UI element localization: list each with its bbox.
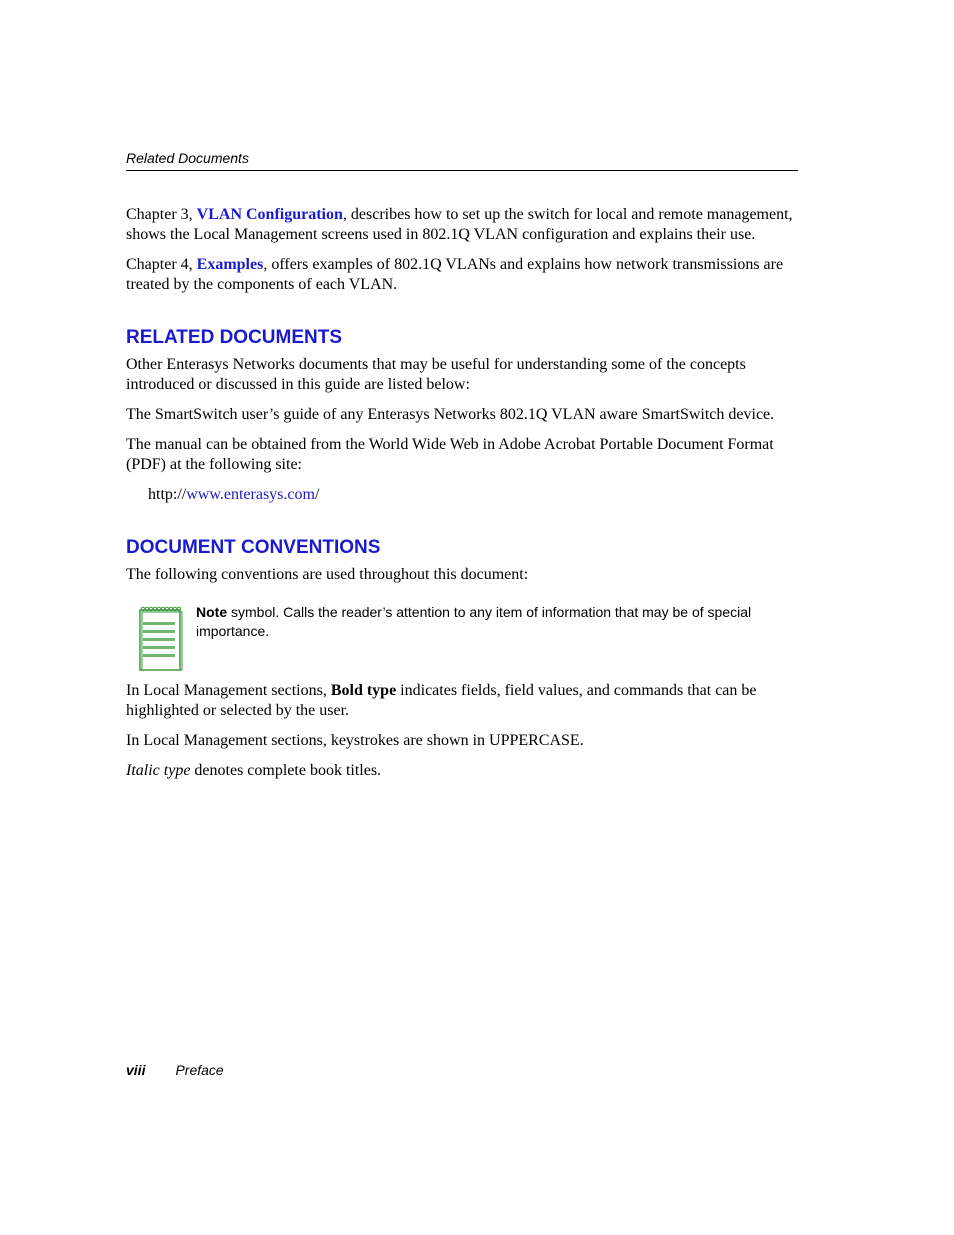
smartswitch-guide-paragraph: The SmartSwitch user’s guide of any Enterasys Networks 802.1Q VLAN aware SmartSwitch device. — [126, 406, 775, 423]
website-url: http://www.enterasys.com/ — [148, 486, 320, 503]
note-text: Note symbol. Calls the reader’s attention to any item of information that may be of special importance. — [196, 604, 752, 639]
note-block — [126, 603, 806, 681]
bold-type-paragraph: In Local Management sections, Bold type indicates fields, field values, and commands that can be highlighted or selected by the user. — [126, 682, 757, 719]
related-intro-paragraph: Other Enterasys Networks documents that may be useful for understanding some of the concepts introduced or discussed in this guide are listed below: — [126, 356, 746, 393]
running-header: Related Documents — [126, 150, 798, 171]
italic-type-paragraph: Italic type denotes complete book titles. — [126, 762, 382, 779]
chapter-4-paragraph: Chapter 4, Examples, offers examples of 802.1Q VLANs and explains how network transmissions are treated by the components of each VLAN. — [126, 256, 784, 293]
chapter-3-paragraph: Chapter 3, VLAN Configuration, describes how to set up the switch for local and remote management, shows the Local Management screens used in 802.1Q VLAN configuration and explains their use. — [126, 206, 793, 243]
manual-obtain-paragraph: The manual can be obtained from the World Wide Web in Adobe Acrobat Portable Document Format (PDF) at the following site: — [126, 436, 774, 473]
footer-section: Preface — [175, 1062, 224, 1078]
document-conventions-heading: DOCUMENT CONVENTIONS — [126, 537, 381, 558]
page-number: viii — [126, 1062, 146, 1078]
related-documents-heading: RELATED DOCUMENTS — [126, 327, 343, 348]
page-content — [126, 205, 806, 781]
examples-link[interactable]: Examples — [196, 256, 264, 273]
vlan-configuration-link[interactable]: VLAN Configuration — [196, 206, 343, 223]
conventions-intro-paragraph: The following conventions are used throughout this document: — [126, 566, 529, 583]
enterasys-url-link[interactable]: www.enterasys.com — [186, 486, 315, 503]
page-footer — [126, 1062, 224, 1078]
keystrokes-paragraph: In Local Management sections, keystrokes are shown in UPPERCASE. — [126, 732, 584, 749]
notepad-icon — [138, 606, 184, 672]
